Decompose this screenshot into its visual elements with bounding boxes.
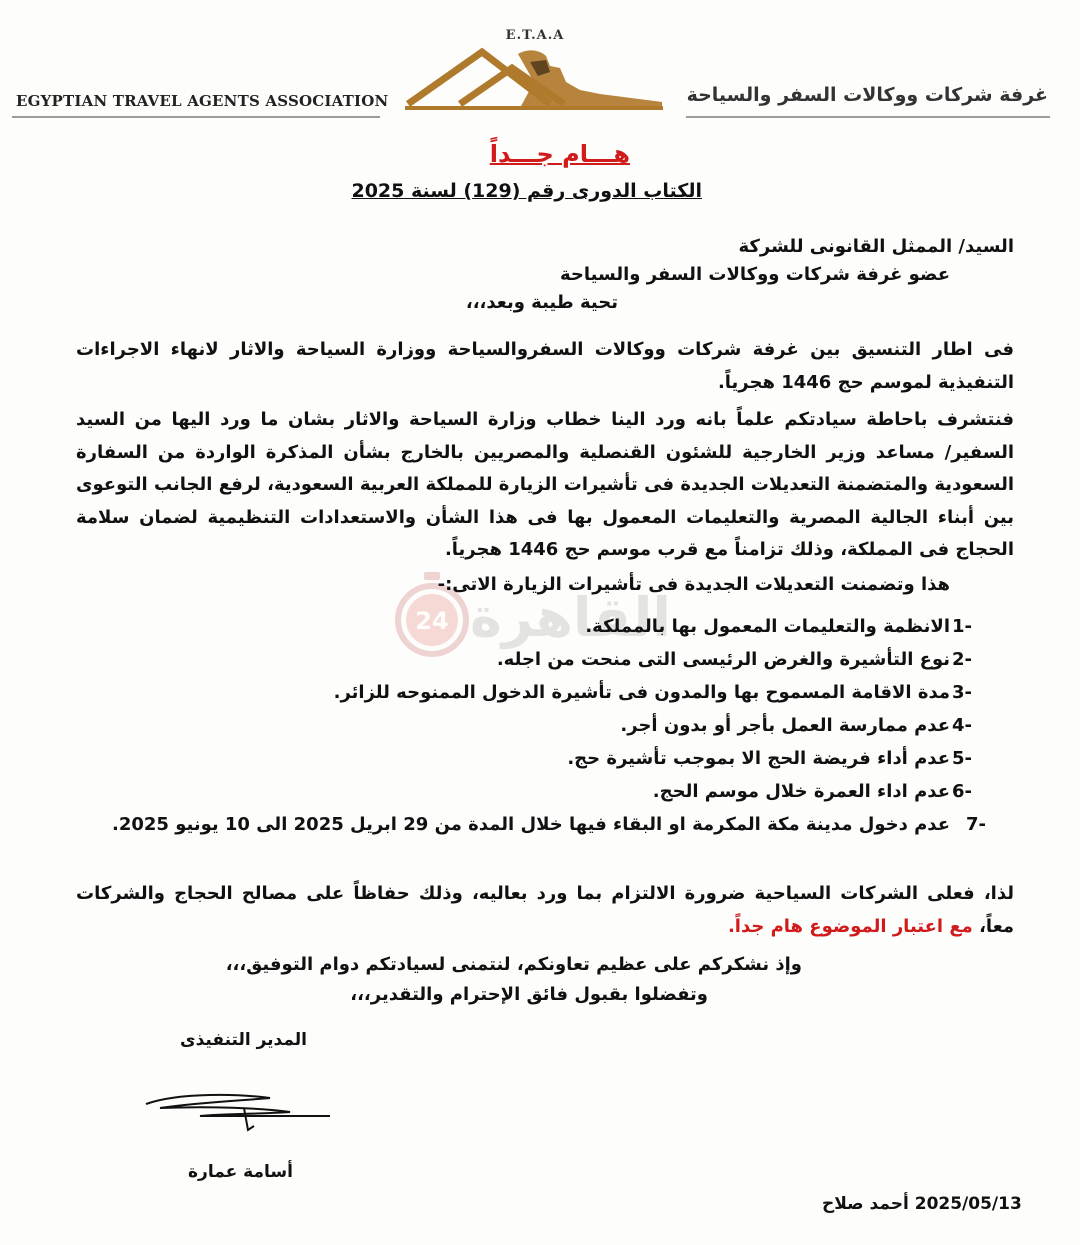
list-item-number: 6- [952,781,972,802]
list-item-text: عدم اداء العمرة خلال موسم الحج. [652,781,950,802]
list-item-text: عدم أداء فريضة الحج الا بموجب تأشيرة حج. [567,748,950,769]
signer-name: أسامة عمارة [188,1162,293,1182]
recipient-line: السيد/ الممثل القانونى للشركة [738,236,1014,257]
list-item [76,775,972,808]
list-item-number: 5- [952,748,972,769]
closing-text: لذا، فعلى الشركات السياحية ضرورة الالتزام بما ورد بعاليه، وذلك حفاظاً على مصالح الحجاج والشركات معاً، [76,883,1014,937]
list-item-number: 4- [952,715,972,736]
date-author: 2025/05/13 أحمد صلاح [822,1194,1022,1214]
list-item-number: 7- [966,814,986,835]
handwritten-signature-icon [140,1086,340,1146]
paragraph-intro: فى اطار التنسيق بين غرفة شركات ووكالات السفروالسياحة ووزارة السياحة والاثار لانهاء الاجراءات التنفيذية لموسم حج 1446 هجرياً. [76,339,1014,393]
closing-paragraph [76,878,1014,943]
list-item-text: الانظمة والتعليمات المعمول بها بالمملكة. [585,616,950,637]
greeting: تحية طيبة وبعد،،، [465,292,618,313]
list-item-text: نوع التأشيرة والغرض الرئيسى التى منحت من اجله. [496,649,950,670]
paragraph-details: فنتشرف باحاطة سيادتكم علماً بانه ورد الينا خطاب وزارة السياحة والاثار بشان ما ورد اليها من السيد السفير/ مساعد وزير الخارجية للشئون القنصلية والمصريين بالخارج بشأن المذكرة الواردة من السفارة السعودية والمتضمنة التعديلات الجديدة فى تأشيرات الزيارة للمملكة العربية السعودية، لرفع الجانب التوعوى بين أبناء الجالية المصرية والتعليمات المعمول بها فى هذا الشأن والاستعدادات التنظيمية لضمان سلامة الحجاج فى المملكة، وذلك تزامناً مع قرب موسم حج 1446 هجرياً. [76,409,1014,560]
list-item [76,643,972,676]
org-arabic-name: غرفة شركات ووكالات السفر والسياحة [686,84,1048,106]
circular-number: الكتاب الدورى رقم (129) لسنة 2025 [351,180,702,202]
list-intro: هذا وتضمنت التعديلات الجديدة فى تأشيرات الزيارة الاتى:- [437,574,950,595]
list-item-number: 2- [952,649,972,670]
thanks-line: وإذ نشكركم على عظيم تعاونكم، لنتمنى لسيادتكم دوام التوفيق،،، [225,954,802,975]
watermark-text: القاهرة [470,586,671,649]
list-item [76,676,972,709]
header-rule-left [12,116,380,118]
recipient-membership: عضو غرفة شركات ووكالات السفر والسياحة [560,264,950,285]
list-item-number: 3- [952,682,972,703]
signer-title: المدير التنفيذى [180,1030,307,1050]
closing-emphasis: مع اعتبار الموضوع هام جداً. [727,915,973,937]
list-item [76,808,986,841]
pyramid-logo-icon [400,42,670,122]
list-item [76,709,972,742]
list-item [76,610,972,643]
header-rule-right [686,116,1050,118]
watermark-badge: 24 [415,607,449,635]
list-item [76,742,972,775]
list-item-number: 1- [952,616,972,637]
org-english-name: EGYPTIAN TRAVEL AGENTS ASSOCIATION [16,92,389,110]
amendments-list [76,610,986,841]
list-item-text: عدم ممارسة العمل بأجر أو بدون أجر. [620,715,950,736]
etaa-logo [400,28,670,120]
regards-line: وتفضلوا بقبول فائق الإحترام والتقدير،،، [350,984,708,1005]
important-heading: هـــام جـــداً [489,140,630,168]
list-item-text: مدة الاقامة المسموح بها والمدون فى تأشيرة الدخول الممنوحه للزائر. [333,682,950,703]
list-item-text: عدم دخول مدينة مكة المكرمة او البقاء فيها خلال المدة من 29 ابريل 2025 الى 10 يونيو 2025. [111,814,950,835]
logo-title: E.T.A.A [505,28,565,43]
